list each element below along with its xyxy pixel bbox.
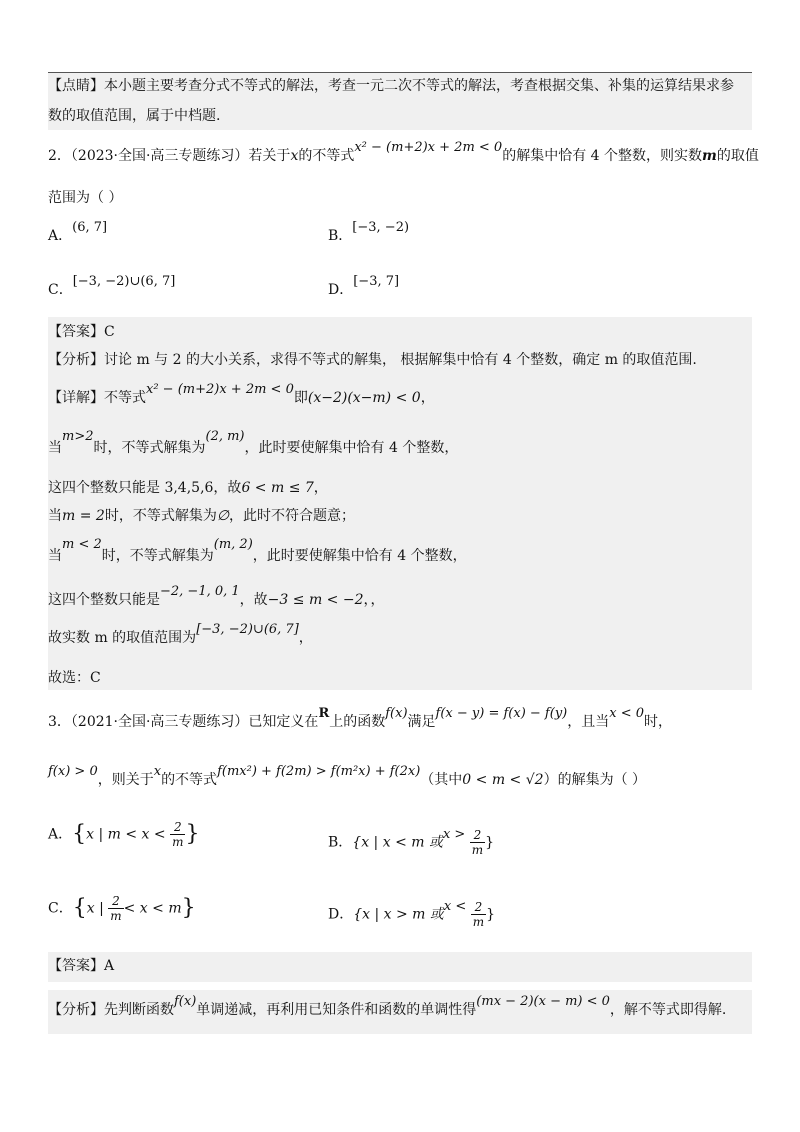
q3-answer-background [48, 952, 752, 982]
q2-case3: 当m < 2时，不等式解集为(m, 2)，此时要使解集中恰有 4 个整数， [48, 537, 467, 564]
note-line-1: 【点睛】本小题主要考查分式不等式的解法，考查一元二次不等式的解法，考查根据交集、补集的运算结果求参 [48, 78, 734, 94]
q2-detail: 【详解】不等式x² − (m+2)x + 2m < 0即(x−2)(x−m) < 0， [48, 382, 435, 406]
q2-inequality: x² − (m+2)x + 2m < 0 [354, 140, 503, 155]
q3-stem: 3．（2021·全国·高三专题练习）已知定义在R上的函数f(x)满足f(x − y) = f(x) − f(y)，且当x < 0时， [48, 706, 673, 730]
q2-case3-conclusion: 这四个整数只能是−2, −1, 0, 1，故−3 ≤ m < −2，， [48, 584, 385, 608]
q2-option-d[interactable]: D．[−3, 7] [328, 274, 400, 298]
q3-option-c[interactable]: C．{x | $\frac{2}{m}$ < x < m} [48, 894, 196, 923]
q2-choice: 故选：C [48, 670, 101, 686]
q2-option-b[interactable]: B．[−3, −2) [328, 220, 410, 244]
q2-answer: 【答案】C [48, 324, 115, 340]
q2-option-a[interactable]: A．(6, 7] [48, 220, 108, 244]
q2-case2: 当m = 2时，不等式解集为∅，此时不符合题意； [48, 508, 356, 524]
q3-answer: 【答案】A [48, 958, 115, 974]
note-line-2: 数的取值范围，属于中档题. [48, 108, 221, 124]
q3-option-a[interactable]: A．{x | m < x < $\frac{2}{m}$ } [48, 820, 200, 849]
q3-stem-line2: f(x) > 0，则关于x的不等式f(mx²) + f(2m) > f(m²x) + f(2x)（其中0 < m < √2）的解集为（ ） [48, 764, 647, 788]
q2-analysis: 【分析】讨论 m 与 2 的大小关系，求得不等式的解集， 根据解集中恰有 4 个整数，确定 m 的取值范围. [48, 352, 697, 368]
q2-final-range: 故实数 m 的取值范围为[−3, −2)∪(6, 7]， [48, 622, 313, 646]
fraction: $\frac{2}{m}$ [471, 828, 484, 857]
q3-analysis: 【分析】先判断函数f(x)单调递减，再利用已知条件和函数的单调性得(mx − 2)(x − m) < 0，解不等式即得解. [48, 994, 727, 1018]
q2-stem-line2: 范围为（ ） [48, 190, 123, 206]
top-divider [48, 72, 752, 73]
q2-case1-conclusion: 这四个整数只能是 3,4,5,6，故6 < m ≤ 7， [48, 480, 328, 496]
q2-case1: 当m>2时，不等式解集为(2, m)，此时要使解集中恰有 4 个整数， [48, 429, 459, 456]
fraction: $\frac{2}{m}$ [172, 820, 184, 849]
q2-stem: 2．（2023·全国·高三专题练习）若关于x的不等式x² − (m+2)x + 2m < 0的解集中恰有 4 个整数，则实数m的取值 [48, 140, 759, 164]
fraction: $\frac{2}{m}$ [472, 900, 485, 929]
fraction: $\frac{2}{m}$ [110, 894, 122, 923]
q2-option-c[interactable]: C．[−3, −2)∪(6, 7] [48, 274, 176, 298]
q3-option-d[interactable]: D．{x | x > m 或x < $\frac{2}{m}$ } [328, 898, 496, 929]
q3-option-b[interactable]: B．{x | x < m 或x > $\frac{2}{m}$ } [328, 826, 495, 857]
